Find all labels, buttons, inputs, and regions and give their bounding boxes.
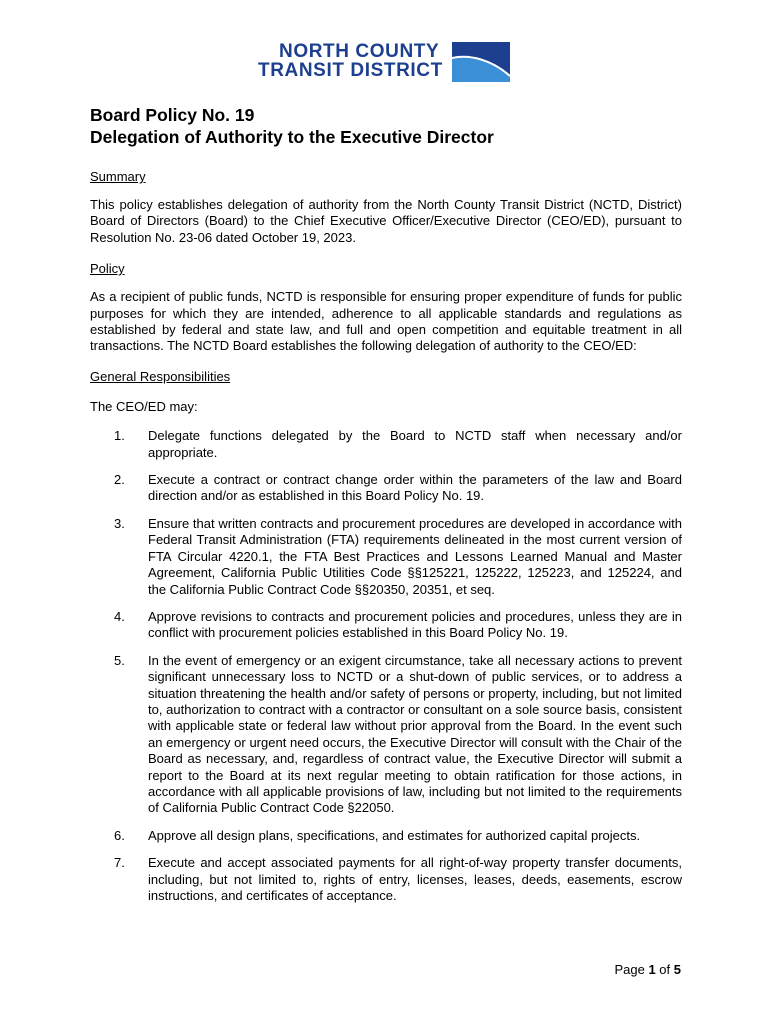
document-title <box>90 104 682 148</box>
list-item-text: Approve revisions to contracts and procurement policies and procedures, unless they are in conflict with procurement policies established in this Board Policy No. 19. <box>148 608 682 641</box>
list-item-number: 7. <box>114 855 125 871</box>
list-item <box>90 472 682 505</box>
list-item <box>90 653 682 817</box>
summary-heading: Summary <box>90 169 146 184</box>
list-item <box>90 609 682 642</box>
list-item-text: Delegate functions delegated by the Board to NCTD staff when necessary and/or appropriate. <box>148 428 682 460</box>
list-item <box>90 516 682 598</box>
page-number: 1 <box>648 962 656 977</box>
policy-text: As a recipient of public funds, NCTD is responsible for ensuring proper expenditure of funds for public purposes for which they are intended, adherence to all applicable standards and regulations as established by federal and state law, and full and open competition and equitable treatment in all transactions. The NCTD Board establishes the following delegation of authority to the CEO/ED: <box>90 289 682 354</box>
list-item-number: 4. <box>114 608 125 624</box>
list-item <box>90 855 682 904</box>
list-item-text: Ensure that written contracts and procurement procedures are developed in accordance with Federal Transit Administration (FTA) requirements delineated in the most current version of FTA Circular 4220.1, the FTA Best Practices and Lessons Learned Manual and Master Agreement, California Public Utilities Code §§125221, 125222, 125223, and 125224, and the California Public Contract Code §§20350, 20351, et seq. <box>148 515 682 597</box>
policy-number: Board Policy No. 19 <box>90 105 255 125</box>
responsibilities-list <box>90 428 682 904</box>
of-label: of <box>659 962 671 977</box>
total-pages: 5 <box>673 962 681 977</box>
list-item-number: 6. <box>114 827 125 843</box>
logo-swoosh-icon <box>452 42 510 82</box>
policy-name: Delegation of Authority to the Executive Director <box>90 127 494 147</box>
list-item <box>90 828 682 844</box>
list-item-text: Execute and accept associated payments for all right-of-way property transfer documents, including, but not limited to, rights of entry, licenses, leases, deeds, easements, escrow instructions, and certificates of acceptance. <box>148 855 682 903</box>
list-item-text: Approve all design plans, specifications, and estimates for authorized capital projects. <box>148 827 641 843</box>
logo-line-1: NORTH COUNTY <box>279 41 440 62</box>
nctd-logo <box>258 42 510 84</box>
list-item-number: 5. <box>114 652 125 668</box>
policy-heading: Policy <box>90 261 125 277</box>
list-item-number: 3. <box>114 515 125 531</box>
general-intro: The CEO/ED may: <box>90 398 198 414</box>
list-item-text: Execute a contract or contract change order within the parameters of the law and Board direction and/or as established in this Board Policy No. 19. <box>148 472 682 504</box>
summary-text: This policy establishes delegation of authority from the North County Transit District (NCTD, District) Board of Directors (Board) to the Chief Executive Officer/Executive Director (CEO/ED), pursuant to Resolution No. 23-06 dated October 19, 2023. <box>90 197 682 245</box>
logo-line-2: TRANSIT DISTRICT <box>258 60 443 81</box>
page-label: Page <box>614 962 645 977</box>
list-item <box>90 428 682 461</box>
list-item-number: 1. <box>114 428 125 444</box>
general-responsibilities-heading: General Responsibilities <box>90 368 231 384</box>
list-item-number: 2. <box>114 472 125 488</box>
list-item-text: In the event of emergency or an exigent circumstance, take all necessary actions to prevent significant unnecessary loss to NCTD or a shut-down of public services, or to address a situation threatening the health and/or safety of persons or property, including, but not limited to, authorization to contract with a contractor or consultant on a sole source basis, consistent with applicable state or federal law without prior approval from the Board. In the event such an emergency or urgent need occurs, the Executive Director will consult with the Chair of the Board as necessary, and, regardless of contract value, the Executive Director will submit a report to the Board at its next regular meeting to obtain ratification for those actions, in accordance with all applicable provisions of law, including but not limited to the requirements of California Public Contract Code §22050. <box>148 652 682 816</box>
page-footer <box>614 962 681 977</box>
document-body <box>90 104 682 915</box>
logo-wordmark <box>258 42 443 80</box>
